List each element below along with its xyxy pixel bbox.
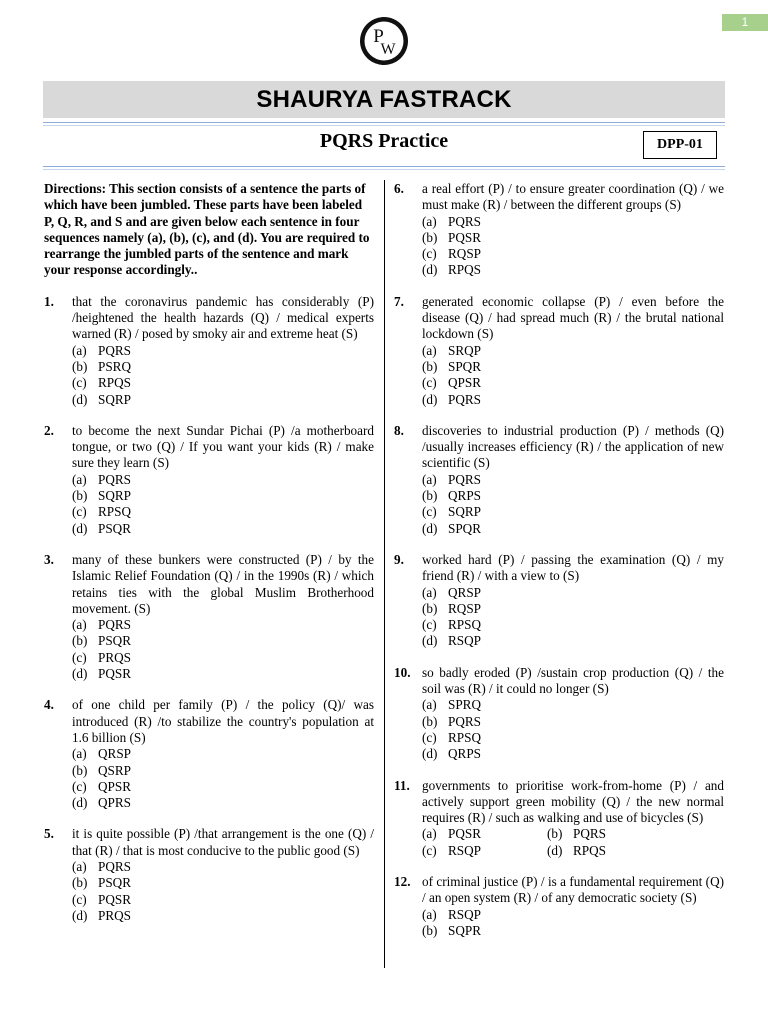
option-label: (d) bbox=[547, 842, 563, 858]
option-text: PQSR bbox=[448, 826, 481, 842]
option-label: (a) bbox=[72, 858, 87, 874]
option-label: (c) bbox=[72, 891, 87, 907]
option-text: RSQP bbox=[448, 842, 481, 858]
question-item bbox=[394, 778, 724, 859]
question-text: many of these bunkers were constructed (P) / by the Islamic Relief Foundation (Q) / in the 1990s (R) / which retains ties with the global Muslim Brotherhood movement. (S) bbox=[72, 551, 374, 616]
option bbox=[72, 908, 374, 924]
option-label: (c) bbox=[72, 375, 87, 391]
question-item bbox=[44, 294, 374, 408]
option bbox=[72, 875, 374, 891]
option-label: (a) bbox=[422, 826, 437, 842]
option-text: RSQP bbox=[448, 906, 481, 922]
option-text: RPSQ bbox=[448, 729, 481, 745]
question-body bbox=[422, 778, 724, 859]
option-label: (d) bbox=[422, 520, 438, 536]
option-label: (b) bbox=[72, 358, 88, 374]
option-text: PRQS bbox=[98, 649, 131, 665]
option-label: (b) bbox=[72, 488, 88, 504]
option-text: QPRS bbox=[98, 795, 131, 811]
option bbox=[422, 907, 724, 923]
option bbox=[422, 714, 724, 730]
option-text: PQRS bbox=[98, 617, 131, 633]
option-text: SRQP bbox=[448, 342, 481, 358]
option-text: PQRS bbox=[448, 391, 481, 407]
question-text: governments to prioritise work-from-home (P) / and actively support green mobility (Q) / the new normal requires (R) / such as walking and use of bicycles (S) bbox=[422, 777, 724, 826]
question-number: 5. bbox=[44, 826, 54, 842]
divider bbox=[43, 166, 725, 167]
option-text: QRSP bbox=[448, 584, 481, 600]
option bbox=[72, 359, 374, 375]
option-label: (b) bbox=[72, 762, 88, 778]
option-text: PSQR bbox=[98, 633, 131, 649]
option-label: (b) bbox=[422, 358, 438, 374]
question-body bbox=[72, 552, 374, 682]
option-text: SQRP bbox=[98, 391, 131, 407]
option-label: (b) bbox=[422, 600, 438, 616]
option-text: SQPR bbox=[448, 922, 481, 938]
question-body bbox=[422, 874, 724, 939]
option bbox=[72, 392, 374, 408]
question-number: 9. bbox=[394, 551, 404, 567]
question-number: 3. bbox=[44, 551, 54, 567]
option-label: (b) bbox=[72, 875, 88, 891]
option-label: (a) bbox=[422, 584, 437, 600]
option bbox=[72, 859, 374, 875]
option-label: (a) bbox=[422, 697, 437, 713]
right-column bbox=[394, 181, 724, 954]
option-label: (c) bbox=[422, 246, 437, 262]
option-text: RSQP bbox=[448, 633, 481, 649]
option-text: RQSP bbox=[448, 600, 481, 616]
option-label: (b) bbox=[422, 488, 438, 504]
dpp-badge: DPP-01 bbox=[643, 131, 717, 159]
option-text: PRQS bbox=[98, 907, 131, 923]
option bbox=[72, 617, 374, 633]
option-label: (c) bbox=[422, 504, 437, 520]
question-text: of criminal justice (P) / is a fundamental requirement (Q) / an open system (R) / of any democratic society (S) bbox=[422, 873, 724, 906]
option bbox=[72, 650, 374, 666]
page-subtitle: PQRS Practice bbox=[319, 130, 449, 152]
option bbox=[72, 666, 374, 682]
question-number: 2. bbox=[44, 422, 54, 438]
option-text: QPSR bbox=[448, 375, 481, 391]
question-text: discoveries to industrial production (P) / methods (Q) /usually increases efficiency (R) / the application of new scientific (S) bbox=[422, 422, 724, 471]
option-label: (a) bbox=[422, 213, 437, 229]
option-text: QPSR bbox=[98, 778, 131, 794]
option bbox=[422, 472, 724, 488]
question-text: that the coronavirus pandemic has considerably (P) /heightened the health hazards (Q) / medical experts warned (R) / posed by smoky air and extreme heat (S) bbox=[72, 293, 374, 342]
option-label: (d) bbox=[422, 262, 438, 278]
option bbox=[72, 472, 374, 488]
option bbox=[422, 585, 724, 601]
option bbox=[72, 488, 374, 504]
divider bbox=[43, 169, 725, 170]
option bbox=[72, 375, 374, 391]
option-label: (d) bbox=[422, 746, 438, 762]
option-label: (a) bbox=[422, 471, 437, 487]
option-text: RPSQ bbox=[98, 504, 131, 520]
option-label: (a) bbox=[72, 617, 87, 633]
left-column bbox=[44, 181, 374, 939]
option-label: (c) bbox=[422, 617, 437, 633]
option bbox=[72, 795, 374, 811]
question-item bbox=[44, 826, 374, 924]
question-item bbox=[394, 423, 724, 537]
option-text: SQRP bbox=[98, 488, 131, 504]
option-text: QSRP bbox=[98, 762, 131, 778]
option-label: (a) bbox=[72, 471, 87, 487]
option bbox=[422, 521, 724, 537]
question-item bbox=[44, 697, 374, 811]
option bbox=[422, 359, 724, 375]
option bbox=[422, 214, 724, 230]
option-text: RQSP bbox=[448, 246, 481, 262]
question-number: 1. bbox=[44, 293, 54, 309]
banner-title: SHAURYA FASTRACK bbox=[43, 81, 725, 118]
option-text: PQSR bbox=[98, 666, 131, 682]
option-label: (a) bbox=[422, 906, 437, 922]
option-text: PQRS bbox=[448, 471, 481, 487]
question-body bbox=[422, 665, 724, 763]
question-body bbox=[72, 826, 374, 924]
column-divider bbox=[384, 180, 385, 968]
question-number: 12. bbox=[394, 873, 411, 889]
option-text: QRPS bbox=[448, 488, 481, 504]
option-label: (a) bbox=[72, 746, 87, 762]
question-text: a real effort (P) / to ensure greater coordination (Q) / we must make (R) / between the different groups (S) bbox=[422, 181, 724, 213]
question-item bbox=[394, 665, 724, 763]
option bbox=[422, 343, 724, 359]
option bbox=[422, 697, 724, 713]
question-item bbox=[394, 874, 724, 939]
question-item bbox=[394, 181, 724, 279]
option bbox=[72, 746, 374, 762]
option-label: (c) bbox=[422, 842, 437, 858]
option-text: PQSR bbox=[448, 229, 481, 245]
question-number: 6. bbox=[394, 181, 404, 196]
question-item bbox=[44, 552, 374, 682]
question-number: 10. bbox=[394, 664, 411, 680]
logo-letter-w: W bbox=[380, 41, 396, 58]
option bbox=[422, 730, 724, 746]
option bbox=[72, 521, 374, 537]
option-label: (b) bbox=[422, 713, 438, 729]
question-item bbox=[394, 294, 724, 408]
option bbox=[422, 746, 724, 762]
option-label: (a) bbox=[72, 342, 87, 358]
option-label: (c) bbox=[422, 375, 437, 391]
question-text: so badly eroded (P) /sustain crop production (Q) / the soil was (R) / it could no longer (S) bbox=[422, 664, 724, 697]
option-text: PQRS bbox=[448, 213, 481, 229]
option-text: RPQS bbox=[573, 842, 606, 858]
question-number: 11. bbox=[394, 777, 410, 793]
option bbox=[422, 843, 547, 859]
divider bbox=[43, 125, 725, 126]
option bbox=[72, 779, 374, 795]
option-text: PQRS bbox=[573, 826, 606, 842]
option bbox=[422, 375, 724, 391]
option bbox=[422, 633, 724, 649]
option-text: RPQS bbox=[448, 262, 481, 278]
option-text: PQSR bbox=[98, 891, 131, 907]
option bbox=[422, 488, 724, 504]
option bbox=[422, 826, 547, 842]
option-label: (d) bbox=[72, 666, 88, 682]
option-text: PQRS bbox=[98, 471, 131, 487]
logo-letter-p: P bbox=[373, 26, 384, 47]
question-body bbox=[422, 181, 724, 279]
option bbox=[422, 923, 724, 939]
page-number: 1 bbox=[722, 14, 768, 31]
option-label: (d) bbox=[422, 391, 438, 407]
option-label: (c) bbox=[422, 729, 437, 745]
option-label: (d) bbox=[72, 907, 88, 923]
question-body bbox=[72, 294, 374, 408]
question-item bbox=[394, 552, 724, 650]
option-label: (d) bbox=[72, 391, 88, 407]
question-text: generated economic collapse (P) / even before the disease (Q) / had spread much (R) / the brutal national lockdown (S) bbox=[422, 293, 724, 342]
option bbox=[72, 343, 374, 359]
option bbox=[422, 262, 724, 278]
question-text: worked hard (P) / passing the examination (Q) / my friend (R) / with a view to (S) bbox=[422, 551, 724, 584]
option bbox=[72, 633, 374, 649]
option-text: QRSP bbox=[98, 746, 131, 762]
option-text: SPRQ bbox=[448, 697, 481, 713]
option-label: (c) bbox=[72, 778, 87, 794]
option-text: PQRS bbox=[448, 713, 481, 729]
option-text: RPSQ bbox=[448, 617, 481, 633]
option-label: (b) bbox=[422, 229, 438, 245]
option bbox=[422, 617, 724, 633]
divider bbox=[43, 122, 725, 123]
option bbox=[547, 826, 672, 842]
question-list-right bbox=[394, 181, 724, 939]
option-label: (b) bbox=[72, 633, 88, 649]
option bbox=[547, 843, 672, 859]
option-label: (c) bbox=[72, 504, 87, 520]
option-text: PSRQ bbox=[98, 358, 131, 374]
option-text: PSQR bbox=[98, 875, 131, 891]
option-label: (b) bbox=[422, 922, 438, 938]
question-number: 7. bbox=[394, 293, 404, 309]
option-label: (d) bbox=[422, 633, 438, 649]
option bbox=[72, 763, 374, 779]
option-row bbox=[422, 843, 724, 859]
question-body bbox=[422, 552, 724, 650]
option-label: (b) bbox=[547, 826, 563, 842]
option-text: PQRS bbox=[98, 858, 131, 874]
option-label: (d) bbox=[72, 795, 88, 811]
option-text: RPQS bbox=[98, 375, 131, 391]
option bbox=[422, 392, 724, 408]
question-text: of one child per family (P) / the policy (Q)/ was introduced (R) /to stabilize the country's population at 1.6 billion (S) bbox=[72, 697, 374, 745]
option-text: QRPS bbox=[448, 746, 481, 762]
pw-logo bbox=[359, 16, 409, 66]
question-item bbox=[44, 423, 374, 537]
question-body bbox=[72, 697, 374, 811]
option-row bbox=[422, 826, 724, 842]
question-text: it is quite possible (P) /that arrangement is the one (Q) / that (R) / that is most conducive to the public good (S) bbox=[72, 826, 374, 858]
option-text: SQRP bbox=[448, 504, 481, 520]
question-body bbox=[422, 423, 724, 537]
option-label: (c) bbox=[72, 649, 87, 665]
option bbox=[422, 504, 724, 520]
question-number: 8. bbox=[394, 422, 404, 438]
option-text: PSQR bbox=[98, 520, 131, 536]
question-number: 4. bbox=[44, 697, 54, 713]
option bbox=[422, 246, 724, 262]
question-body bbox=[422, 294, 724, 408]
option bbox=[72, 504, 374, 520]
option-label: (d) bbox=[72, 520, 88, 536]
option bbox=[422, 230, 724, 246]
question-text: to become the next Sundar Pichai (P) /a motherboard tongue, or two (Q) / If you want your kids (R) / make sure they learn (S) bbox=[72, 422, 374, 471]
directions-text: Directions: This section consists of a sentence the parts of which have been jumbled. These parts have been labeled P, Q, R, and S and are given below each sentence in four sequences namely (a), (b), (c), and (d). You are required to rearrange the jumbled parts of the sentence and mark your response accordingly.. bbox=[44, 181, 370, 278]
option-text: SPQR bbox=[448, 358, 481, 374]
option-text: PQRS bbox=[98, 342, 131, 358]
option bbox=[422, 601, 724, 617]
question-body bbox=[72, 423, 374, 537]
question-list-left bbox=[44, 294, 374, 924]
option-label: (a) bbox=[422, 342, 437, 358]
option-text: SPQR bbox=[448, 520, 481, 536]
option bbox=[72, 892, 374, 908]
